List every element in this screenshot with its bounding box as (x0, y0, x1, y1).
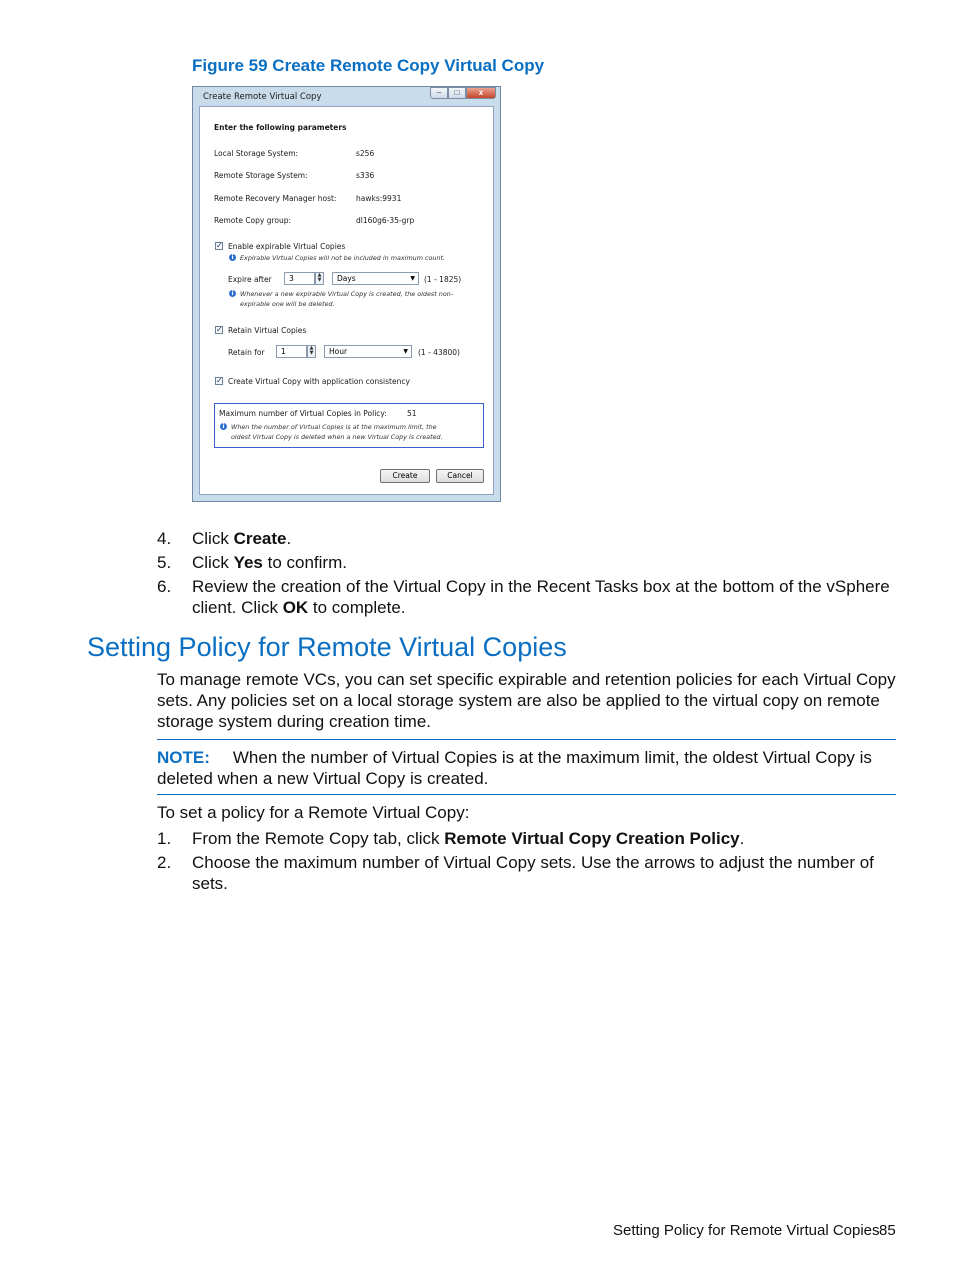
step-number: 6. (157, 577, 172, 596)
note-label: NOTE: (157, 748, 210, 767)
expire-unit-value: Days (337, 274, 356, 283)
expirable-checkbox-label: Enable expirable Virtual Copies (228, 242, 346, 251)
params-heading: Enter the following parameters (214, 123, 347, 132)
expire-range: (1 - 1825) (424, 275, 462, 284)
window-controls (430, 87, 496, 100)
step-text-post: . (739, 829, 745, 848)
footer-title: Setting Policy for Remote Virtual Copies (613, 1222, 880, 1239)
step-2-line-2: sets. (192, 874, 228, 893)
close-button[interactable]: x (466, 87, 496, 99)
max-copies-label: Maximum number of Virtual Copies in Policy: (219, 409, 387, 418)
step-bold: Yes (233, 553, 263, 572)
app-consistency-checkbox[interactable]: ✓ (216, 376, 223, 385)
info-icon: i (229, 290, 236, 297)
expirable-hint: Expirable Virtual Copies will not be included in maximum count. (240, 254, 446, 262)
lead-text: To set a policy for a Remote Virtual Copy: (157, 803, 470, 822)
retain-unit-select[interactable] (324, 345, 412, 358)
spin-up-icon[interactable]: ▲ (309, 345, 314, 351)
local-storage-label: Local Storage System: (214, 149, 299, 158)
step-text-post: to confirm. (262, 553, 347, 572)
step-1-text (192, 829, 744, 849)
step-number: 4. (157, 529, 172, 548)
retain-for-input[interactable]: 1 (276, 345, 307, 358)
expire-unit-select[interactable] (332, 272, 419, 285)
remote-storage-label: Remote Storage System: (214, 171, 308, 180)
expire-after-label: Expire after (228, 275, 272, 284)
spin-down-icon[interactable]: ▼ (309, 350, 314, 356)
max-copies-box (214, 403, 484, 448)
note-line-2: deleted when a new Virtual Copy is created. (157, 769, 489, 788)
retain-checkbox-label: Retain Virtual Copies (228, 326, 307, 335)
local-storage-value: s256 (356, 149, 375, 158)
note-top-rule (157, 739, 896, 740)
maximize-button[interactable]: □ (448, 87, 466, 99)
app-consistency-label: Create Virtual Copy with application consistency (228, 377, 410, 386)
note-bottom-rule (157, 794, 896, 795)
info-icon: i (220, 423, 227, 430)
remote-storage-value: s336 (356, 171, 375, 180)
step-text-post: . (286, 529, 292, 548)
intro-line: storage system during creation time. (157, 712, 432, 731)
create-button[interactable]: Create (380, 469, 430, 483)
retain-for-label: Retain for (228, 348, 265, 357)
expire-after-input[interactable]: 3 (284, 272, 315, 285)
step-bold: Create (233, 529, 287, 548)
step-number: 1. (157, 829, 172, 848)
recovery-manager-host-value: hawks:9931 (356, 194, 402, 203)
retain-for-spinner[interactable] (307, 345, 316, 358)
note-text: When the number of Virtual Copies is at the maximum limit, the oldest Virtual Copy is (232, 748, 872, 767)
retain-unit-value: Hour (329, 347, 348, 356)
intro-line: sets. Any policies set on a local storage system are also be applied to the virtual copy on remote (157, 691, 880, 710)
max-copies-hint-2: oldest Virtual Copy is deleted when a new Virtual Copy is created. (231, 433, 443, 441)
chevron-down-icon: ▼ (403, 348, 408, 355)
note-line-1 (157, 748, 872, 768)
figure-caption: Figure 59 Create Remote Copy Virtual Copy (192, 56, 545, 75)
page-number: 85 (879, 1222, 896, 1239)
step-2-line-1: Choose the maximum number of Virtual Copy sets. Use the arrows to adjust the number of (192, 853, 874, 872)
expirable-hint-2: Whenever a new expirable Virtual Copy is created, the oldest non- (240, 290, 454, 298)
dialog-title: Create Remote Virtual Copy (203, 92, 322, 102)
step-number: 5. (157, 553, 172, 572)
step-6-line-1: Review the creation of the Virtual Copy in the Recent Tasks box at the bottom of the vSphere (192, 577, 890, 596)
retain-range: (1 - 43800) (418, 348, 460, 357)
step-text: Click (192, 529, 234, 548)
spin-up-icon[interactable]: ▲ (317, 272, 322, 278)
step-bold: Remote Virtual Copy Creation Policy (444, 829, 740, 848)
dialog-body (199, 106, 494, 495)
spin-down-icon[interactable]: ▼ (317, 277, 322, 283)
chevron-down-icon: ▼ (410, 275, 415, 282)
step-bold: OK (282, 598, 309, 617)
step-5-text (192, 553, 347, 573)
step-text: client. Click (192, 598, 283, 617)
retain-checkbox[interactable]: ✓ (216, 325, 223, 334)
section-heading: Setting Policy for Remote Virtual Copies (87, 632, 567, 662)
step-number: 2. (157, 853, 172, 872)
step-text-post: to complete. (308, 598, 406, 617)
info-icon: i (229, 254, 236, 261)
max-copies-hint: When the number of Virtual Copies is at the maximum limit, the (231, 423, 437, 431)
remote-copy-group-value: dl160g6-35-grp (356, 216, 415, 225)
remote-copy-group-label: Remote Copy group: (214, 216, 292, 225)
cancel-button[interactable]: Cancel (436, 469, 484, 483)
intro-line: To manage remote VCs, you can set specific expirable and retention policies for each Virtual Copy (157, 670, 896, 689)
step-text: Click (192, 553, 234, 572)
create-remote-virtual-copy-dialog (192, 86, 501, 502)
expire-after-spinner[interactable] (315, 272, 324, 285)
step-4-text (192, 529, 291, 549)
recovery-manager-host-label: Remote Recovery Manager host: (214, 194, 337, 203)
minimize-button[interactable]: – (430, 87, 448, 99)
expirable-hint-2b: expirable one will be deleted. (240, 300, 335, 308)
step-6-line-2 (192, 598, 406, 618)
expirable-checkbox[interactable]: ✓ (216, 241, 223, 250)
max-copies-value: 51 (407, 409, 417, 418)
step-text: From the Remote Copy tab, click (192, 829, 445, 848)
